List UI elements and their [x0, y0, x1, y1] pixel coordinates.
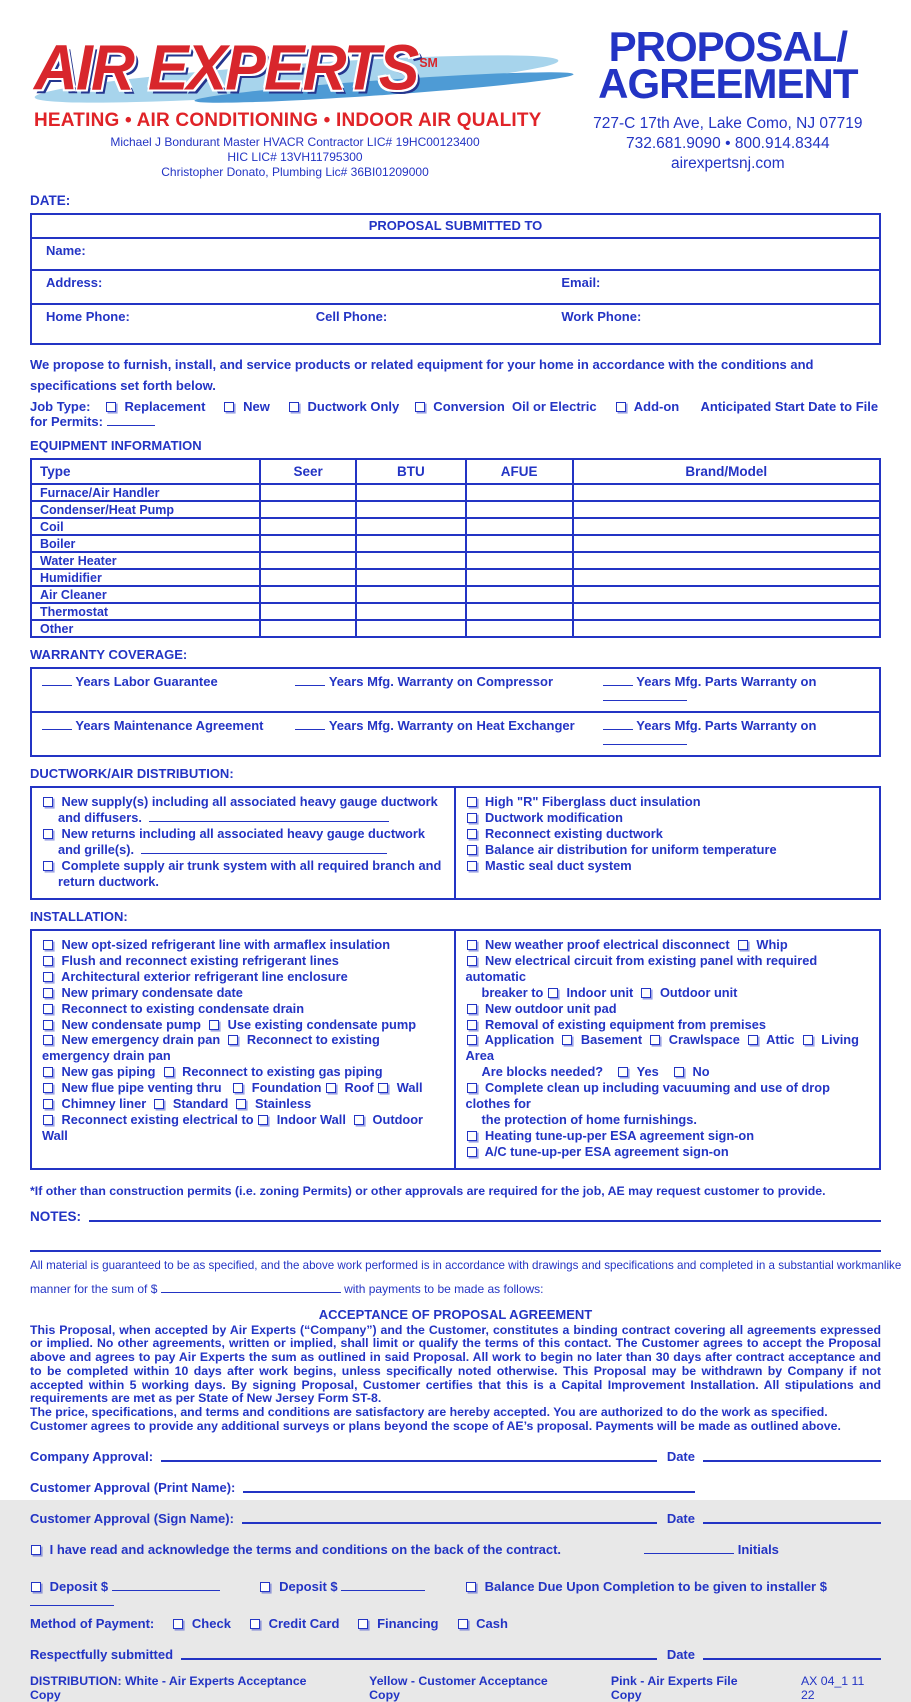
equipment-value-cell[interactable]	[260, 552, 356, 569]
acceptance-paragraph-1: This Proposal, when accepted by Air Experts (“Company”) and the Customer, constitutes a binding contract covering all agreements expressed or implied. No other agreements, written or implied, shall limit or qualify the terms of this contact. The Customer agrees to accept the Proposal above and agrees to pay Air Experts the sum as outlined in said Proposal. All work to begin no later than 30 days after contract acceptance and to be completed within 10 days after work begins, unless specifically noted otherwise. This Proposal may be withdrawn by Company if not accepted within 5 working days. By signing Proposal, Customer certifies that this is a Capital Improvement Installation. All stipulations and requirements are met as per State of New Jersey Form ST-8.	[30, 1322, 881, 1406]
checklist-line: New condensate pump Use existing condensate pump	[42, 1017, 446, 1033]
equipment-row	[31, 484, 880, 501]
checkbox[interactable]	[467, 1083, 477, 1093]
checklist-line: return ductwork.	[58, 874, 159, 889]
respectfully-submitted-label: Respectfully submitted	[30, 1647, 174, 1663]
equipment-value-cell[interactable]	[573, 569, 880, 586]
customer-print-row	[30, 1479, 881, 1495]
checklist-line: New weather proof electrical disconnect Whip	[466, 937, 872, 953]
checkbox[interactable]	[467, 1147, 477, 1157]
customer-sign-date-field[interactable]	[703, 1510, 881, 1524]
checkbox[interactable]	[467, 940, 477, 950]
checkbox[interactable]	[467, 1131, 477, 1141]
equipment-type-cell: Air Cleaner	[31, 586, 260, 603]
checkbox[interactable]	[616, 402, 626, 412]
checklist-line: and diffusers.	[42, 810, 446, 826]
checkbox[interactable]	[738, 940, 748, 950]
license-line-3: Christopher Donato, Plumbing Lic# 36BI01209000	[161, 165, 429, 179]
notes-field-line2[interactable]	[30, 1250, 881, 1252]
checkbox[interactable]	[258, 1115, 268, 1125]
checkbox[interactable]	[467, 845, 477, 855]
license-line-2: HIC LIC# 13VH11795300	[227, 150, 363, 164]
method-of-payment-row: Method of Payment: Check Credit Card Financing Cash	[30, 1616, 508, 1632]
checklist-line: New returns including all associated heavy gauge ductwork	[42, 826, 446, 842]
equipment-column-header: AFUE	[466, 459, 573, 484]
checkbox[interactable]	[289, 402, 299, 412]
equipment-table-body	[31, 484, 880, 637]
checklist-line: New outdoor unit pad	[466, 1001, 872, 1017]
equipment-column-header: Brand/Model	[573, 459, 880, 484]
checkbox[interactable]	[467, 1020, 477, 1030]
equipment-value-cell[interactable]	[356, 603, 466, 620]
work-phone-label: Work Phone:	[561, 309, 642, 324]
blank-field[interactable]	[107, 415, 155, 426]
checkbox[interactable]	[173, 1619, 183, 1629]
service-mark: SM	[419, 55, 438, 70]
document-title: PROPOSAL/ AGREEMENT	[598, 23, 858, 107]
notes-row	[30, 1208, 881, 1224]
equipment-value-cell[interactable]	[356, 535, 466, 552]
warranty-box	[30, 667, 881, 757]
equipment-value-cell[interactable]	[466, 552, 573, 569]
checkbox[interactable]	[43, 988, 53, 998]
checklist-line: Mastic seal duct system	[466, 858, 872, 874]
checklist-line: Reconnect existing electrical to Indoor Wall Outdoor Wall	[42, 1111, 427, 1143]
equipment-row	[31, 535, 880, 552]
date-label: Date	[666, 1511, 695, 1527]
company-approval-label: Company Approval:	[30, 1449, 154, 1465]
home-phone-label: Home Phone:	[46, 309, 130, 324]
equipment-value-cell[interactable]	[356, 501, 466, 518]
distribution-yellow-copy: Yellow - Customer Acceptance Copy	[369, 1674, 548, 1702]
checkbox[interactable]	[224, 402, 234, 412]
company-contact	[575, 114, 881, 174]
phones-row[interactable]	[32, 305, 879, 343]
equipment-value-cell[interactable]	[573, 501, 880, 518]
submitted-to-box	[30, 213, 881, 345]
logo	[34, 24, 575, 108]
equipment-type-cell: Condenser/Heat Pump	[31, 501, 260, 518]
warranty-cell: Years Maintenance Agreement	[42, 718, 295, 748]
equipment-row	[31, 501, 880, 518]
checkbox[interactable]	[641, 988, 651, 998]
equipment-column-header: BTU	[356, 459, 466, 484]
checkbox[interactable]	[326, 1083, 336, 1093]
checkbox[interactable]	[378, 1083, 388, 1093]
notes-field[interactable]	[89, 1208, 881, 1222]
equipment-table	[30, 458, 881, 638]
logo-wordmark: AIR EXPERTS ℠	[34, 31, 438, 104]
checkbox[interactable]	[466, 1582, 476, 1592]
checkbox[interactable]	[354, 1115, 364, 1125]
checklist-line: the protection of home furnishings.	[481, 1111, 697, 1127]
blank-field[interactable]	[161, 1282, 341, 1293]
equipment-value-cell[interactable]	[466, 569, 573, 586]
equipment-value-cell[interactable]	[573, 518, 880, 535]
warranty-row	[32, 711, 879, 755]
checklist-line: New primary condensate date	[42, 985, 446, 1001]
company-logo-block	[30, 24, 575, 180]
warranty-row	[32, 669, 879, 711]
name-row[interactable]	[32, 239, 879, 271]
checkbox[interactable]	[43, 940, 53, 950]
address-email-row[interactable]	[32, 271, 879, 305]
checklist-line: New supply(s) including all associated heavy gauge ductwork	[42, 794, 446, 810]
warranty-cell: Years Mfg. Parts Warranty on	[603, 718, 873, 748]
blank-field[interactable]	[42, 675, 72, 686]
checkbox[interactable]	[43, 1083, 53, 1093]
equipment-row	[31, 620, 880, 637]
checkbox[interactable]	[467, 956, 477, 966]
equipment-type-cell: Thermostat	[31, 603, 260, 620]
warranty-cell: Years Mfg. Parts Warranty on	[603, 674, 873, 704]
installation-box	[30, 929, 881, 1170]
equipment-value-cell[interactable]	[573, 552, 880, 569]
blank-field[interactable]	[603, 719, 633, 730]
checkbox[interactable]	[43, 1067, 53, 1077]
distribution-white-copy: DISTRIBUTION: White - Air Experts Acceptance Copy	[30, 1674, 307, 1702]
distribution-footer	[30, 1674, 881, 1702]
blank-field[interactable]	[341, 1580, 425, 1591]
checklist-line: New electrical circuit from existing panel with required automatic	[465, 952, 821, 984]
checklist-line: Complete clean up including vacuuming and use of drop clothes for	[465, 1080, 834, 1112]
equipment-type-cell: Furnace/Air Handler	[31, 484, 260, 501]
equipment-value-cell[interactable]	[356, 586, 466, 603]
equipment-value-cell[interactable]	[260, 535, 356, 552]
customer-print-field[interactable]	[243, 1479, 695, 1493]
checkbox[interactable]	[43, 1035, 53, 1045]
blank-field[interactable]	[295, 675, 325, 686]
checkbox[interactable]	[236, 1099, 246, 1109]
guarantee-line-2: manner for the sum of $ with payments to be made as follows:	[30, 1281, 544, 1296]
equipment-value-cell[interactable]	[573, 535, 880, 552]
checkbox[interactable]	[43, 1115, 53, 1125]
blank-field[interactable]	[30, 1595, 114, 1606]
equipment-value-cell[interactable]	[260, 603, 356, 620]
ductwork-heading: DUCTWORK/AIR DISTRIBUTION:	[30, 766, 234, 781]
equipment-value-cell[interactable]	[466, 501, 573, 518]
checkbox[interactable]	[260, 1582, 270, 1592]
acceptance-paragraph-2: The price, specifications, and terms and conditions are satisfactory are hereby accepted. You are authorized to do the work as specified. Customer agrees to provide any additional surveys or plans beyond the scope of AE’s proposal. Payments will be made as outlined above.	[30, 1404, 841, 1433]
company-approval-signature-field[interactable]	[161, 1448, 657, 1462]
checklist-line: Chimney liner Standard Stainless	[42, 1096, 446, 1112]
blank-field[interactable]	[42, 719, 72, 730]
checklist-line: Complete supply air trunk system with all required branch and	[42, 858, 446, 874]
submitted-to-title: PROPOSAL SUBMITTED TO	[32, 215, 879, 239]
checkbox[interactable]	[43, 956, 53, 966]
checkbox[interactable]	[748, 1035, 758, 1045]
checklist-line: and grille(s).	[42, 842, 446, 858]
document-title-block	[575, 24, 881, 180]
date-row	[30, 193, 881, 208]
equipment-column-header: Seer	[260, 459, 356, 484]
checkbox[interactable]	[467, 797, 477, 807]
checkbox[interactable]	[43, 797, 53, 807]
equipment-value-cell[interactable]	[356, 620, 466, 637]
checklist-line: Are blocks needed? Yes No	[481, 1064, 710, 1080]
ductwork-left-column	[32, 788, 456, 898]
checklist-line: New opt-sized refrigerant line with armaflex insulation	[42, 937, 446, 953]
blank-field[interactable]	[603, 675, 633, 686]
deposit-row: Deposit $ Deposit $ Balance Due Upon Completion to be given to installer $	[30, 1579, 881, 1609]
checkbox[interactable]	[154, 1099, 164, 1109]
date-label: Date	[666, 1647, 695, 1663]
ductwork-box	[30, 786, 881, 900]
acceptance-title: ACCEPTANCE OF PROPOSAL AGREEMENT	[318, 1306, 593, 1322]
license-line-1: Michael J Bondurant Master HVACR Contractor LIC# 19HC00123400	[110, 135, 480, 149]
checkbox[interactable]	[674, 1067, 684, 1077]
equipment-type-cell: Boiler	[31, 535, 260, 552]
checklist-line: breaker to Indoor unit Outdoor unit	[481, 984, 738, 1000]
equipment-row	[31, 569, 880, 586]
checkbox[interactable]	[803, 1035, 813, 1045]
equipment-row	[31, 518, 880, 535]
checkbox[interactable]	[164, 1067, 174, 1077]
header	[30, 24, 881, 180]
customer-sign-label: Customer Approval (Sign Name):	[30, 1511, 234, 1527]
equipment-type-cell: Humidifier	[31, 569, 260, 586]
blank-field[interactable]	[141, 843, 387, 854]
equipment-value-cell[interactable]	[356, 518, 466, 535]
blank-field[interactable]	[149, 811, 389, 822]
equipment-row	[31, 603, 880, 620]
blank-field[interactable]	[112, 1580, 220, 1591]
checklist-line: New gas piping Reconnect to existing gas piping	[42, 1064, 446, 1080]
equipment-value-cell[interactable]	[466, 518, 573, 535]
checklist-line: Flush and reconnect existing refrigerant lines	[42, 953, 446, 969]
equipment-type-cell: Other	[31, 620, 260, 637]
submitted-date-field[interactable]	[703, 1646, 881, 1660]
respectfully-submitted-row	[30, 1646, 881, 1662]
checkbox[interactable]	[467, 829, 477, 839]
checkbox[interactable]	[415, 402, 425, 412]
notes-label: NOTES:	[30, 1208, 82, 1224]
checklist-line: Balance air distribution for uniform temperature	[466, 842, 872, 858]
propose-paragraph: We propose to furnish, install, and service products or related equipment for your home in accordance with the conditions and specifications set forth below.	[30, 357, 814, 393]
checkbox[interactable]	[618, 1067, 628, 1077]
checklist-line: Architectural exterior refrigerant line enclosure	[42, 969, 446, 985]
email-label: Email:	[561, 275, 601, 290]
equipment-heading: EQUIPMENT INFORMATION	[30, 438, 202, 453]
blank-field[interactable]	[603, 734, 687, 745]
equipment-value-cell[interactable]	[356, 569, 466, 586]
checkbox[interactable]	[228, 1035, 238, 1045]
guarantee-line-1: All material is guaranteed to be as specified, and the above work performed is in accordance with drawings and specifications and completed in a substantial workmanlike	[30, 1258, 902, 1272]
checkbox[interactable]	[548, 988, 558, 998]
form-code: AX 04_1 11 22	[800, 1674, 865, 1702]
company-approval-date-field[interactable]	[703, 1448, 881, 1462]
equipment-column-header: Type	[31, 459, 260, 484]
equipment-value-cell[interactable]	[466, 603, 573, 620]
customer-sign-field[interactable]	[242, 1510, 657, 1524]
equipment-value-cell[interactable]	[573, 620, 880, 637]
installation-right-column	[456, 931, 880, 1168]
equipment-value-cell[interactable]	[356, 484, 466, 501]
equipment-value-cell[interactable]	[466, 620, 573, 637]
checkbox[interactable]	[43, 829, 53, 839]
equipment-value-cell[interactable]	[356, 552, 466, 569]
equipment-value-cell[interactable]	[260, 620, 356, 637]
equipment-value-cell[interactable]	[260, 518, 356, 535]
customer-print-label: Customer Approval (Print Name):	[30, 1480, 236, 1496]
acknowledge-terms-row: I have read and acknowledge the terms and conditions on the back of the contract. Initials	[30, 1542, 881, 1557]
checkbox[interactable]	[650, 1035, 660, 1045]
equipment-header-row	[31, 459, 880, 484]
checkbox[interactable]	[358, 1619, 368, 1629]
distribution-pink-copy: Pink - Air Experts File Copy	[610, 1674, 738, 1702]
equipment-value-cell[interactable]	[260, 586, 356, 603]
ductwork-right-column	[456, 788, 880, 898]
checklist-line: Application Basement Crawlspace Attic Living Area	[465, 1032, 862, 1064]
checkbox[interactable]	[458, 1619, 468, 1629]
checklist-line: Ductwork modification	[466, 810, 872, 826]
name-label: Name:	[46, 243, 86, 258]
customer-sign-row	[30, 1510, 881, 1526]
company-tagline: HEATING • AIR CONDITIONING • INDOOR AIR QUALITY	[34, 110, 542, 131]
checklist-line: New flue pipe venting thru Foundation Roof Wall	[42, 1080, 446, 1096]
warranty-cell: Years Mfg. Warranty on Compressor	[295, 674, 602, 704]
checkbox[interactable]	[106, 402, 116, 412]
checklist-line: A/C tune-up-per ESA agreement sign-on	[466, 1144, 872, 1160]
equipment-value-cell[interactable]	[466, 535, 573, 552]
checkbox[interactable]	[43, 861, 53, 871]
company-website[interactable]: airexpertsnj.com	[670, 155, 785, 172]
equipment-type-cell: Water Heater	[31, 552, 260, 569]
installation-heading: INSTALLATION:	[30, 909, 128, 924]
checkbox[interactable]	[31, 1582, 41, 1592]
installation-left-column	[32, 931, 456, 1168]
checkbox[interactable]	[250, 1619, 260, 1629]
checklist-line: Removal of existing equipment from premises	[466, 1017, 872, 1033]
equipment-type-cell: Coil	[31, 518, 260, 535]
checkbox[interactable]	[43, 1099, 53, 1109]
warranty-cell: Years Labor Guarantee	[42, 674, 295, 704]
cell-phone-label: Cell Phone:	[315, 309, 388, 324]
checkbox[interactable]	[43, 972, 53, 982]
equipment-row	[31, 586, 880, 603]
checkbox[interactable]	[467, 1035, 477, 1045]
checkbox[interactable]	[233, 1083, 243, 1093]
equipment-value-cell[interactable]	[260, 484, 356, 501]
equipment-value-cell[interactable]	[260, 569, 356, 586]
company-phones: 732.681.9090 • 800.914.8344	[625, 135, 830, 152]
checklist-line: Reconnect existing ductwork	[466, 826, 872, 842]
warranty-cell: Years Mfg. Warranty on Heat Exchanger	[295, 718, 602, 748]
checkbox[interactable]	[467, 1004, 477, 1014]
submitted-signature-field[interactable]	[181, 1646, 657, 1660]
checklist-line: High "R" Fiberglass duct insulation	[466, 794, 872, 810]
equipment-row	[31, 552, 880, 569]
equipment-value-cell[interactable]	[466, 484, 573, 501]
checkbox[interactable]	[467, 861, 477, 871]
checkbox[interactable]	[209, 1020, 219, 1030]
equipment-value-cell[interactable]	[573, 603, 880, 620]
address-label: Address:	[46, 275, 103, 290]
checklist-line: Heating tune-up-per ESA agreement sign-on	[466, 1128, 872, 1144]
checkbox[interactable]	[467, 813, 477, 823]
warranty-heading: WARRANTY COVERAGE:	[30, 647, 188, 662]
permits-note: *If other than construction permits (i.e. zoning Permits) or other approvals are required for the job, AE may request customer to provide.	[30, 1183, 826, 1198]
equipment-value-cell[interactable]	[466, 586, 573, 603]
checkbox[interactable]	[562, 1035, 572, 1045]
job-type-line: Job Type: Replacement New Ductwork Only Conversion Oil or Electric Add-on Anticipated Start Date to File for Permits:	[30, 399, 882, 429]
company-address: 727-C 17th Ave, Lake Como, NJ 07719	[593, 115, 863, 132]
checkbox[interactable]	[31, 1545, 41, 1555]
blank-field[interactable]	[603, 690, 687, 701]
equipment-value-cell[interactable]	[573, 484, 880, 501]
equipment-value-cell[interactable]	[573, 586, 880, 603]
checklist-line: Reconnect to existing condensate drain	[42, 1001, 446, 1017]
equipment-value-cell[interactable]	[260, 501, 356, 518]
checklist-line: New emergency drain pan Reconnect to existing emergency drain pan	[42, 1032, 384, 1064]
blank-field[interactable]	[644, 1543, 734, 1554]
date-label: Date	[666, 1449, 695, 1465]
company-approval-row	[30, 1448, 881, 1464]
date-label: DATE:	[30, 193, 71, 208]
checkbox[interactable]	[43, 1004, 53, 1014]
blank-field[interactable]	[295, 719, 325, 730]
checkbox[interactable]	[43, 1020, 53, 1030]
